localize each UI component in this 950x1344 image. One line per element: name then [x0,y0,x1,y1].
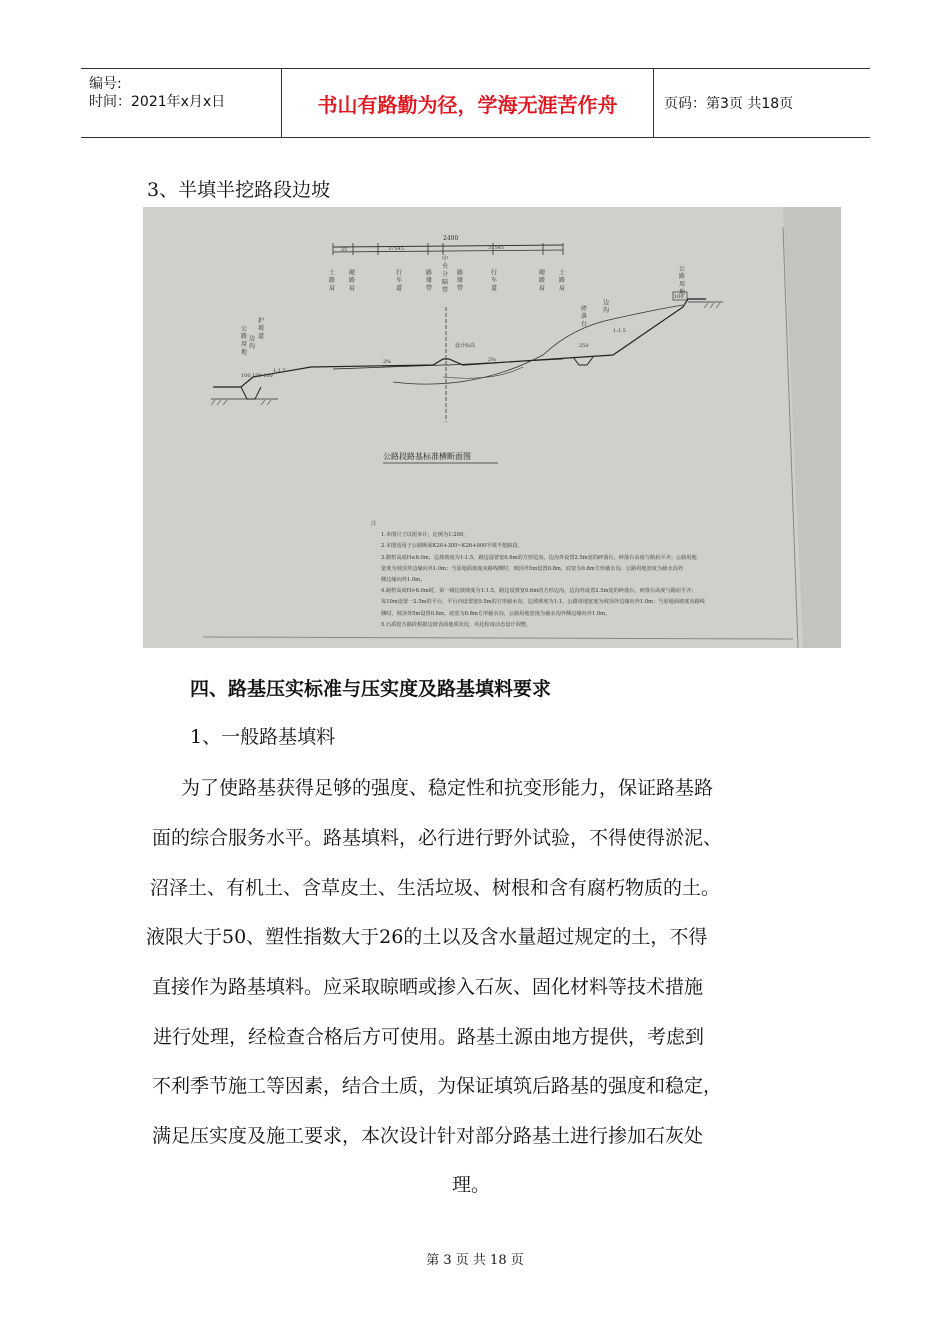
slope-left-label: 1:1.5 [273,368,286,374]
paragraph-line-8: 满足压实度及施工要求，本次设计针对部分路基土进行掺加石灰处 [152,1125,704,1147]
header-meta-cell [81,69,282,137]
pct-left-label: 2% [383,359,391,365]
time-label: 时间：2021年x月x日 [89,94,226,110]
motto: 书山有路勤为径，学海无涯苦作舟 [282,69,654,137]
slope-right-label: 1:1.5 [613,328,626,334]
total-width-label: 2400 [443,235,459,242]
right-top-label: 公 路 用 地 [677,265,685,295]
note-line-2: 2.本图适用于公路断面K20+300~K26+000半填半挖路段。 [381,543,523,549]
paragraph-line-6: 进行处理，经检查合格后方可使用。路基土源由地方提供，考虑到 [153,1026,705,1048]
cross-section-drawing [143,207,841,648]
note-line-3: 3.路堑高度H≤6.0m，边坡坡度为1:1.5，路边设置宽0.6m的方形边沟，边沟外设置2.5m宽的碎落台，碎落台高度与路肩平齐；公路用地 [381,555,697,561]
page-info: 页码：第3页 共18页 [664,96,794,112]
col7-label: 行 车 道 [489,269,497,291]
figure-title: 公路段路基标准横断面图 [383,452,471,461]
col5-label: 中 央 分 隔 带 [440,255,448,293]
left-c-label: 边 沟 [247,335,255,349]
cross-section-drawing-photo [143,207,841,648]
note-line-4: 宽度为坡顶外边缘向外1.0m；当原地面坡度向路线侧时，坡顶外5m设置0.8m，底宽为0.8m方形截水沟，公路用地宽度为截水沟外 [381,566,683,572]
col4-label: 路 缘 带 [424,269,432,291]
right-a-label: 碎 落 台 [579,305,587,327]
note-line-7: 每10m设置一2.5m的平台，平台内设置宽0.5m的方形截水沟，边坡坡度为1:1，公路用地宽度为坡顶外边缘向外1.0m；当原地面坡度向路线 [381,599,705,605]
center-mark-label: 设计标高 [455,343,476,349]
paragraph-line-9: 理。 [452,1174,491,1196]
note-line-6: 4.路堑高度H>6.0m时，第一级边坡坡度为1:1.5，路边设置宽0.6m的方形边沟，边沟外设置2.5m宽的碎落台，碎落台高度与路肩平齐； [381,588,697,594]
paragraph-line-4: 液限大于50、塑性指数大于26的土以及含水量超过规定的土，不得 [146,926,708,948]
note-line-1: 1.本图尺寸以厘米计，比例为1:200。 [381,532,469,538]
col8-label: 硬 路 肩 [537,269,545,291]
code-label: 编号: [89,76,122,92]
left-a-label: 公 路 用 地 [239,325,247,355]
cut-dim-label: 250 [579,343,589,349]
col6-label: 路 缘 带 [455,269,463,291]
paragraph-line-3: 沼泽土、有机土、含草皮土、生活垃圾、树根和含有腐朽物质的土。 [150,877,721,899]
paragraph-line-7: 不利季节施工等因素，结合土质，为保证填筑后路基的强度和稳定， [152,1075,723,1097]
pct-right-label: 2% [488,357,496,363]
col3-label: 行 车 道 [394,269,402,291]
right-b-label: 边 沟 [601,299,609,313]
col1-label: 土 路 肩 [327,269,335,291]
left-dims-label: 100 100 100 [241,373,273,379]
paragraph-line-1: 为了使路基获得足够的强度、稳定性和抗变形能力，保证路基路 [181,777,714,799]
note-line-5: 侧边缘向外1.0m。 [381,577,426,583]
note-line-8: 侧时，坡顶外5m设置0.8m，底宽为0.8m方形截水沟，公路用地宽度为截水沟外侧边缘向外1.0m。 [381,611,611,617]
right-dim-label: 100 [674,294,684,300]
sub1-title: 1、一般路基填料 [190,726,336,748]
seg-small-label: 25 [341,247,348,253]
notes-title: 注 [371,521,377,527]
section4-title: 四、路基压实标准与压实度及路基填料要求 [190,678,552,700]
left-b-label: 护 坡 道 [256,317,264,339]
section3-title: 3、半填半挖路段边坡 [147,179,331,201]
seg-lane-right-label: 37545 [488,245,504,251]
col9-label: 土 路 肩 [557,269,565,291]
paragraph-line-5: 直接作为路基填料。应采取晾晒或掺入石灰、固化材料等技术措施 [152,976,704,998]
col2-label: 硬 路 肩 [347,269,355,291]
page-footer: 第 3 页 共 18 页 [426,1253,524,1268]
seg-lane-left-label: 37545 [388,246,404,252]
page-header [81,68,870,138]
note-line-9: 5.石质挖方路段根据边坡表面地质状况，风化程度动态设计调整。 [381,622,532,628]
paragraph-line-2: 面的综合服务水平。路基填料，必行进行野外试验，不得使得淤泥、 [152,827,723,849]
